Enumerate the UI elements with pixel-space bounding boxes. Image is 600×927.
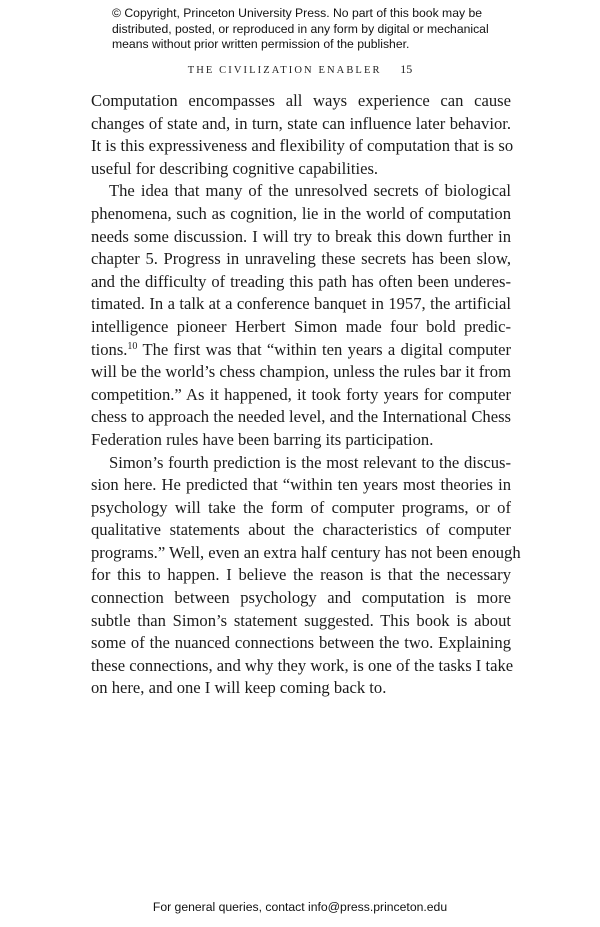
text-line: Federation rules have been barring its participation.: [91, 429, 434, 449]
text-line: programs.” Well, even an extra half century has not been enough: [91, 542, 521, 562]
running-head: [0, 62, 600, 77]
text-line: Computation encompasses all ways experience can cause: [91, 91, 511, 110]
paragraph: [91, 90, 514, 180]
footnote-marker[interactable]: 10: [127, 340, 138, 352]
text-line: qualitative statements about the characteristics of computer: [91, 520, 511, 540]
text-line: chapter 5. Progress in unraveling these secrets has been slow,: [91, 249, 511, 269]
text-line: The idea that many of the unresolved secrets of biological: [109, 181, 511, 201]
text-line: It is this expressiveness and flexibility of computation that is so: [91, 136, 514, 156]
page-number: 15: [400, 62, 413, 76]
text-line: useful for describing cognitive capabilities.: [91, 158, 379, 178]
text-line: changes of state and, in turn, state can influence later behavior.: [91, 113, 511, 133]
text-line: for this to happen. I believe the reason is that the necessary: [91, 565, 511, 585]
copyright-line: © Copyright, Princeton University Press. No part of this book may be: [112, 6, 483, 20]
footer-contact: For general queries, contact info@press.princeton.edu: [152, 900, 448, 914]
text-segment: The first was that “within ten years a digital computer: [137, 339, 511, 359]
text-line: chess to approach the needed level, and the International Chess: [91, 407, 511, 427]
text-line: Simon’s fourth prediction is the most relevant to the discus-: [109, 452, 511, 472]
paragraph: [91, 452, 521, 701]
text-line: sion here. He predicted that “within ten years most theories in: [91, 475, 511, 495]
paragraph: [91, 180, 511, 451]
chapter-title: THE CIVILIZATION ENABLER: [187, 65, 382, 76]
text-line: intelligence pioneer Herbert Simon made four bold predic-: [91, 316, 511, 336]
text-line: timated. In a talk at a conference banquet in 1957, the artificial: [91, 294, 511, 314]
copyright-notice: [112, 6, 532, 53]
text-line: needs some discussion. I will try to break this down further in: [91, 226, 511, 246]
text-segment: tions.: [91, 339, 128, 359]
text-line: connection between psychology and computation is more: [91, 588, 511, 608]
text-line: will be the world’s chess champion, unless the rules bar it from: [91, 362, 511, 382]
text-line: and the difficulty of treading this path has often been underes-: [91, 271, 511, 291]
body-text: [91, 90, 521, 700]
text-line: psychology will take the form of computer programs, or of: [91, 497, 511, 517]
text-line: subtle than Simon’s statement suggested. This book is about: [91, 610, 511, 630]
text-line: phenomena, such as cognition, lie in the world of computation: [91, 203, 511, 223]
text-line: competition.” As it happened, it took forty years for computer: [91, 384, 511, 404]
copyright-line: distributed, posted, or reproduced in any form by digital or mechanical: [112, 21, 489, 36]
text-line: some of the nuanced connections between the two. Explaining: [91, 633, 511, 653]
text-line: these connections, and why they work, is one of the tasks I take: [91, 655, 514, 675]
copyright-line: means without prior written permission of the publisher.: [112, 37, 410, 52]
text-line: [91, 339, 511, 362]
text-line: on here, and one I will keep coming back to.: [91, 678, 387, 698]
